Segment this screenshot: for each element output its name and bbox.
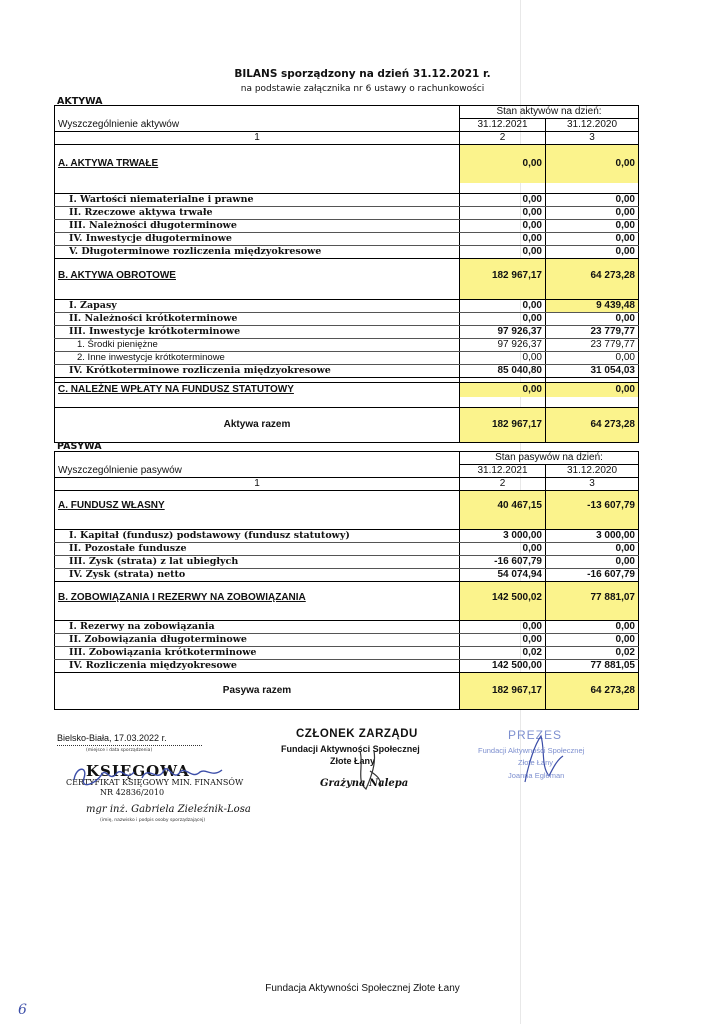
- ksiegowa-stamp-nr: NR 42836/2010: [100, 788, 165, 797]
- pasywa-stan-label: Stan pasywów na dzień:: [460, 452, 639, 465]
- value-previous: 9 439,48: [546, 300, 639, 313]
- value-current: 0,00: [460, 634, 546, 647]
- pasywa-number-row: [55, 478, 639, 491]
- value-previous: 0,00: [546, 194, 639, 207]
- row-label: II. Zobowiązania długoterminowe: [55, 634, 460, 647]
- pasywa-header-row: [55, 452, 639, 465]
- value-current: 0,02: [460, 647, 546, 660]
- ksiegowa-stamp-name: mgr inż. Gabriela Zieleźnik-Losa: [86, 804, 251, 815]
- table-row: [55, 660, 639, 673]
- row-label: I. Zapasy: [55, 300, 460, 313]
- place-caption: (miejsce i data sporządzenia): [86, 748, 153, 753]
- pasywa-date-previous: 31.12.2020: [546, 465, 639, 478]
- pasywa-dates-row: [55, 465, 639, 478]
- row-label: II. Rzeczowe aktywa trwałe: [55, 207, 460, 220]
- czlonek-stamp-name: Grażyna Nalepa: [320, 778, 409, 789]
- row-label: IV. Zysk (strata) netto: [55, 569, 460, 582]
- value-current: 0,00: [460, 352, 546, 365]
- value-previous: 0,00: [546, 383, 639, 398]
- czlonek-stamp-title: CZŁONEK ZARZĄDU: [296, 728, 418, 740]
- value-previous: 0,00: [546, 246, 639, 259]
- row-label: V. Długoterminowe rozliczenia międzyokresowe: [55, 246, 460, 259]
- table-row: [55, 194, 639, 207]
- value-current: 85 040,80: [460, 365, 546, 378]
- value-previous: 0,00: [546, 220, 639, 233]
- footer-organization: Fundacja Aktywności Społecznej Złote Łany: [265, 983, 460, 994]
- value-previous: 3 000,00: [546, 530, 639, 543]
- value-current: 97 926,37: [460, 326, 546, 339]
- value-previous: -16 607,79: [546, 569, 639, 582]
- value-previous: 23 779,77: [546, 326, 639, 339]
- table-row: [55, 530, 639, 543]
- table-row: [55, 145, 639, 184]
- place-date: Bielsko-Biała, 17.03.2022 r.: [57, 733, 167, 743]
- row-label: I. Wartości niematerialne i prawne: [55, 194, 460, 207]
- row-label: B. ZOBOWIĄZANIA I REZERWY NA ZOBOWIĄZANIA: [55, 582, 460, 615]
- aktywa-stan-label: Stan aktywów na dzień:: [460, 106, 639, 119]
- pasywa-column-header: Wyszczególnienie pasywów: [55, 465, 460, 478]
- page-mark: 6: [18, 1002, 27, 1018]
- value-current: 0,00: [460, 383, 546, 398]
- table-row: [55, 220, 639, 233]
- prezes-stamp-line1: Fundacji Aktywności Społecznej: [478, 746, 585, 755]
- value-current: 54 074,94: [460, 569, 546, 582]
- value-current: 142 500,02: [460, 582, 546, 615]
- value-previous: 0,00: [546, 313, 639, 326]
- value-current: 182 967,17: [460, 259, 546, 294]
- row-label: C. NALEŻNE WPŁATY NA FUNDUSZ STATUTOWY: [55, 383, 460, 398]
- value-current: 0,00: [460, 300, 546, 313]
- table-row: [55, 647, 639, 660]
- value-current: 3 000,00: [460, 530, 546, 543]
- prezes-stamp-title: PREZES: [508, 728, 563, 742]
- row-label: A. AKTYWA TRWAŁE: [55, 145, 460, 184]
- row-label: IV. Inwestycje długoterminowe: [55, 233, 460, 246]
- aktywa-date-current: 31.12.2021: [460, 119, 546, 132]
- value-previous: 0,00: [546, 634, 639, 647]
- row-label: Pasywa razem: [55, 673, 460, 710]
- table-row: [55, 326, 639, 339]
- value-previous: 77 881,07: [546, 582, 639, 615]
- value-current: 0,00: [460, 145, 546, 184]
- value-previous: 0,00: [546, 352, 639, 365]
- table-row: [55, 259, 639, 294]
- value-current: 0,00: [460, 220, 546, 233]
- aktywa-col-number-3: 3: [546, 132, 639, 145]
- document-title: BILANS sporządzony na dzień 31.12.2021 r.: [234, 68, 491, 80]
- table-row: [55, 634, 639, 647]
- row-label: III. Inwestycje krótkoterminowe: [55, 326, 460, 339]
- aktywa-number-row: [55, 132, 639, 145]
- value-current: 0,00: [460, 194, 546, 207]
- value-previous: 31 054,03: [546, 365, 639, 378]
- row-label: III. Zobowiązania krótkoterminowe: [55, 647, 460, 660]
- value-current: 182 967,17: [460, 673, 546, 710]
- value-previous: 0,00: [546, 543, 639, 556]
- row-label: IV. Rozliczenia międzyokresowe: [55, 660, 460, 673]
- value-current: 0,00: [460, 313, 546, 326]
- row-label: B. AKTYWA OBROTOWE: [55, 259, 460, 294]
- value-current: 97 926,37: [460, 339, 546, 352]
- row-label: II. Pozostałe fundusze: [55, 543, 460, 556]
- value-previous: 64 273,28: [546, 259, 639, 294]
- row-label: Aktywa razem: [55, 408, 460, 443]
- czlonek-stamp-line2: Złote Łany: [330, 756, 376, 766]
- value-current: 0,00: [460, 207, 546, 220]
- row-label: III. Zysk (strata) z lat ubiegłych: [55, 556, 460, 569]
- ksiegowa-stamp-cert: CERTYFIKAT KSIĘGOWY MIN. FINANSÓW: [66, 778, 244, 787]
- table-row: [55, 556, 639, 569]
- value-current: 0,00: [460, 621, 546, 634]
- table-row: [55, 569, 639, 582]
- document-subtitle: na podstawie załącznika nr 6 ustawy o rachunkowości: [240, 84, 485, 94]
- aktywa-date-previous: 31.12.2020: [546, 119, 639, 132]
- table-row: [55, 621, 639, 634]
- value-previous: 64 273,28: [546, 408, 639, 443]
- aktywa-col-number-2: 2: [460, 132, 546, 145]
- value-previous: 0,00: [546, 145, 639, 184]
- table-row: [55, 365, 639, 378]
- ksiegowa-signature: [66, 760, 236, 790]
- table-row: [55, 582, 639, 615]
- value-previous: 0,00: [546, 556, 639, 569]
- value-current: 0,00: [460, 246, 546, 259]
- value-current: 142 500,00: [460, 660, 546, 673]
- table-row: [55, 233, 639, 246]
- value-previous: 23 779,77: [546, 339, 639, 352]
- table-row: [55, 383, 639, 398]
- table-row: [55, 352, 639, 365]
- aktywa-col-number-1: 1: [55, 132, 460, 145]
- row-label: II. Należności krótkoterminowe: [55, 313, 460, 326]
- table-row: [55, 313, 639, 326]
- value-previous: 77 881,05: [546, 660, 639, 673]
- aktywa-column-header: Wyszczególnienie aktywów: [55, 119, 460, 132]
- row-label: III. Należności długoterminowe: [55, 220, 460, 233]
- table-row-total: [55, 673, 639, 710]
- value-current: 40 467,15: [460, 491, 546, 522]
- prezes-stamp-line2: Złote Łany: [518, 758, 554, 767]
- value-previous: 0,00: [546, 621, 639, 634]
- pasywa-date-current: 31.12.2021: [460, 465, 546, 478]
- value-current: -16 607,79: [460, 556, 546, 569]
- ksiegowa-stamp-title: KSIĘGOWA: [86, 762, 190, 780]
- row-label: 1. Środki pieniężne: [55, 339, 460, 352]
- value-previous: 0,00: [546, 233, 639, 246]
- aktywa-table: [54, 105, 639, 443]
- value-previous: 64 273,28: [546, 673, 639, 710]
- table-row: [55, 207, 639, 220]
- value-previous: 0,02: [546, 647, 639, 660]
- table-row: [55, 246, 639, 259]
- value-current: 0,00: [460, 543, 546, 556]
- table-row: [55, 300, 639, 313]
- pasywa-section-label: PASYWA: [57, 441, 102, 452]
- table-row: [55, 543, 639, 556]
- value-previous: 0,00: [546, 207, 639, 220]
- dotted-line: [57, 745, 202, 746]
- table-row-total: [55, 408, 639, 443]
- row-label: IV. Krótkoterminowe rozliczenia międzyokresowe: [55, 365, 460, 378]
- aktywa-dates-row: [55, 119, 639, 132]
- prezes-stamp-name: Joanna Egleman: [508, 771, 565, 780]
- value-previous: -13 607,79: [546, 491, 639, 522]
- ksiegowa-caption: (imię, nazwisko i podpis osoby sporządzającej): [100, 818, 206, 823]
- pasywa-col-number-2: 2: [460, 478, 546, 491]
- aktywa-header-row: [55, 106, 639, 119]
- table-row: [55, 491, 639, 522]
- aktywa-section-label: AKTYWA: [57, 96, 103, 107]
- pasywa-col-number-1: 1: [55, 478, 460, 491]
- value-current: 0,00: [460, 233, 546, 246]
- czlonek-stamp-line1: Fundacji Aktywności Społecznej: [281, 744, 420, 754]
- row-label: 2. Inne inwestycje krótkoterminowe: [55, 352, 460, 365]
- row-label: A. FUNDUSZ WŁASNY: [55, 491, 460, 522]
- pasywa-table: [54, 451, 639, 710]
- row-label: I. Rezerwy na zobowiązania: [55, 621, 460, 634]
- table-row: [55, 339, 639, 352]
- row-label: I. Kapitał (fundusz) podstawowy (fundusz statutowy): [55, 530, 460, 543]
- value-current: 182 967,17: [460, 408, 546, 443]
- pasywa-col-number-3: 3: [546, 478, 639, 491]
